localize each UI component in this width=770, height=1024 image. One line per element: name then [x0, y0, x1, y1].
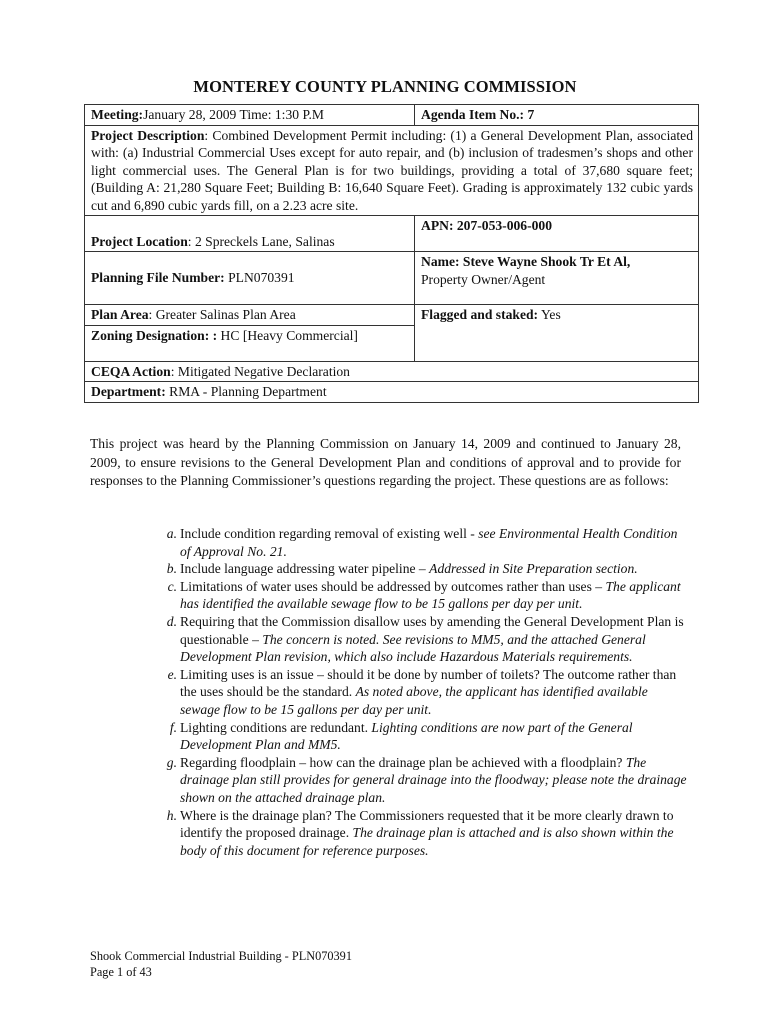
page-title: MONTEREY COUNTY PLANNING COMMISSION [193, 77, 577, 96]
response-text: see Environmental Health Condition of Approval No. 21. [180, 526, 678, 559]
question-text: Limitations of water uses should be addressed by outcomes rather than uses – [180, 578, 606, 594]
flagged-label: Flagged and staked: [421, 307, 539, 322]
intro-paragraph: This project was heard by the Planning Commission on January 14, 2009 and continued to January 28, 2009, to ensure revisions to the General Development Plan and conditions of approval and to provide for responses to the Planning Commissioner’s questions regarding the project. These questions are as follows: [90, 436, 681, 488]
list-item [150, 560, 690, 578]
plan-area-label: Plan Area [91, 307, 149, 322]
planning-file-value: PLN070391 [224, 270, 295, 286]
apn: APN: 207-053-006-000 [415, 216, 699, 252]
response-text: Lighting conditions are now part of the General Development Plan and MM5. [180, 719, 633, 753]
flagged-cell [415, 305, 699, 362]
meeting-cell [85, 105, 415, 126]
question-text: Include language addressing water pipeline – [180, 561, 430, 577]
response-text: The drainage plan is attached and is also shown within the body of this document for reference purposes. [180, 825, 674, 858]
zoning-label: Zoning Designation: : [91, 327, 218, 343]
ceqa-row [85, 361, 699, 382]
list-item [150, 525, 690, 560]
list-item [150, 666, 690, 719]
list-marker: h. [166, 807, 177, 823]
list-marker: a. [166, 526, 177, 541]
location-cell [85, 216, 415, 252]
location-value: : 2 Spreckels Lane, Salinas [187, 233, 335, 249]
question-text: Limiting uses is an issue – should it be done by number of toilets? The outcome rather than the uses should be the standard. [180, 666, 677, 700]
description-row [85, 125, 699, 216]
list-marker: f. [169, 719, 177, 735]
questions-list [150, 525, 690, 859]
question-text: Regarding floodplain – how can the drainage plan be achieved with a floodplain? [180, 754, 626, 770]
question-text: Where is the drainage plan? The Commissioners requested that it be more clearly drawn to identify the proposed drainage. [180, 807, 674, 841]
question-text: Lighting conditions are redundant. [180, 719, 372, 735]
list-item [150, 719, 690, 754]
question-text: Requiring that the Commission disallow uses by amending the General Development Plan is questionable – [180, 613, 684, 647]
department-value: RMA - Planning Department [165, 384, 327, 399]
flagged-value: Yes [538, 307, 561, 322]
department-cell [85, 382, 699, 403]
list-item [150, 613, 690, 666]
planning-file-label: Planning File Number: [91, 270, 225, 286]
ceqa-value: : Mitigated Negative Declaration [170, 363, 350, 379]
response-text: The applicant has identified the available sewage flow to be 15 gallons per day per unit. [180, 578, 681, 612]
project-description-label: Project Description [91, 127, 205, 143]
file-number-row [85, 252, 699, 305]
list-item [150, 578, 690, 613]
owner-name: Name: Steve Wayne Shook Tr Et Al, [421, 254, 631, 269]
list-item [150, 754, 690, 807]
list-marker: b. [166, 561, 177, 577]
planning-file-cell [85, 252, 415, 305]
response-text: The concern is noted. See revisions to MM5, and the attached General Development Plan revision, which also include Hazardous Materials requirements. [180, 631, 646, 665]
agenda-item: Agenda Item No.: 7 [415, 105, 699, 126]
meeting-label: Meeting: [91, 107, 144, 122]
project-info-table [84, 104, 699, 403]
plan-area-value: : Greater Salinas Plan Area [148, 307, 296, 322]
project-description [85, 125, 699, 216]
list-marker: e. [167, 666, 177, 682]
list-item [150, 807, 690, 860]
meeting-value: January 28, 2009 Time: 1:30 P.M [143, 107, 324, 122]
zoning-cell [85, 325, 415, 361]
ceqa-label: CEQA Action [91, 363, 171, 379]
plan-area-row [85, 305, 699, 326]
ceqa-cell [85, 361, 699, 382]
location-label: Project Location [91, 233, 188, 249]
footer-page-number: Page 1 of 43 [90, 965, 152, 979]
list-marker: g. [166, 754, 177, 770]
department-row [85, 382, 699, 403]
plan-area-cell [85, 305, 415, 326]
response-text: As noted above, the applicant has identified available sewage flow to be 15 gallons per day per unit. [180, 684, 648, 717]
owner-role: Property Owner/Agent [421, 271, 546, 287]
question-text: Include condition regarding removal of existing well - [180, 526, 479, 541]
list-marker: c. [167, 578, 177, 594]
zoning-value: HC [Heavy Commercial] [217, 327, 358, 343]
response-text: The drainage plan still provides for general drainage into the floodway; please note the drainage shown on the attached drainage plan. [180, 754, 687, 805]
project-description-text: : Combined Development Permit including: (1) a General Development Plan, associated with: (a) Industrial Commercial Uses except for auto repair, and (b) inclusion of tradesmen’s shops and other light commercial uses. The General Plan is for two buildings, providing a total of 37,680 square feet; (Building A: 21,280 Square Feet; Building B: 16,640 Square Feet). Grading is approximately 132 cubic yards cut and 6,890 cubic yards fill, on a 2.23 acre site. [91, 127, 693, 213]
owner-cell [415, 252, 699, 305]
page-footer [90, 948, 352, 980]
location-row [85, 216, 699, 252]
meeting-row [85, 105, 699, 126]
response-text: Addressed in Site Preparation section. [429, 561, 638, 577]
footer-document-title: Shook Commercial Industrial Building - PLN070391 [90, 949, 352, 963]
department-label: Department: [91, 384, 166, 399]
list-marker: d. [166, 613, 177, 629]
